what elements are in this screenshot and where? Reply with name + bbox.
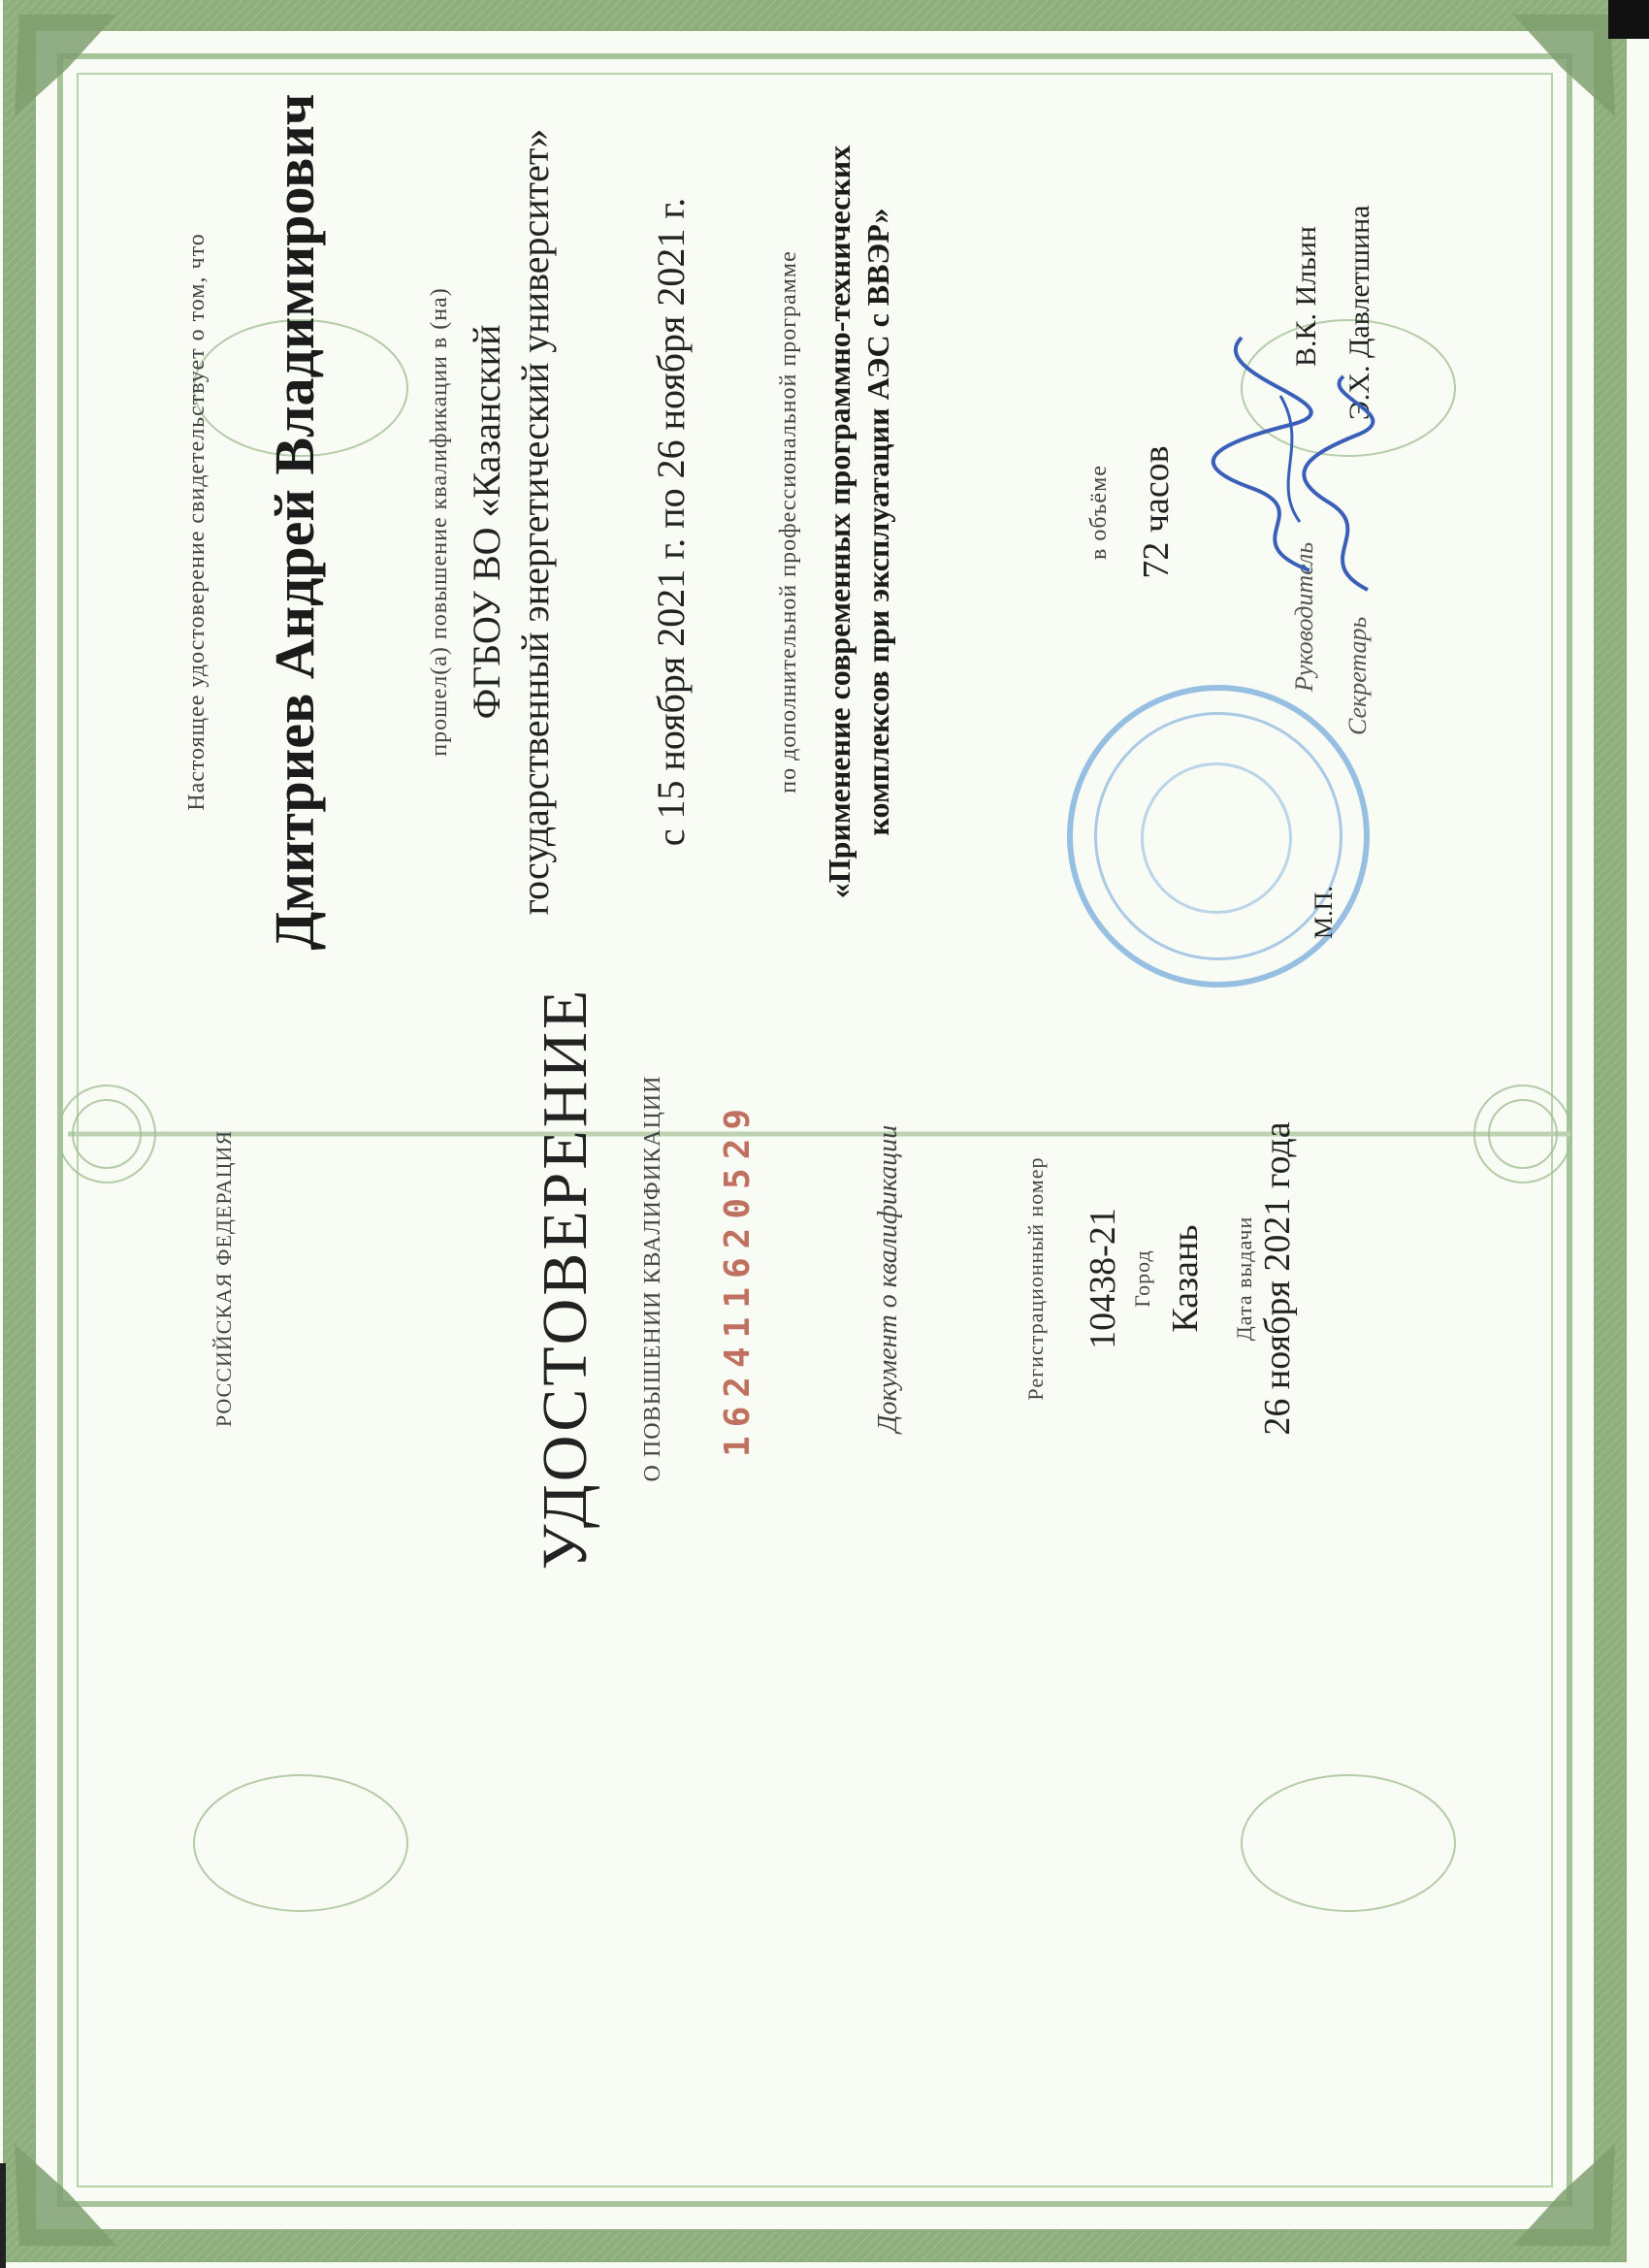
program-line-1: «Применение современных программно-технических [822, 145, 857, 899]
seal-label: М.П. [1310, 886, 1338, 939]
intro-text: Настоящее удостоверение свидетельствует о том, что [184, 233, 210, 811]
issue-date: 26 ноября 2021 года [1257, 1121, 1298, 1436]
certificate-title: УДОСТОВЕРЕНИЕ [530, 987, 600, 1571]
head-label: Руководитель [1290, 541, 1318, 692]
volume-hours: 72 часов [1136, 445, 1177, 579]
reg-number-label: Регистрационный номер [1023, 1156, 1048, 1401]
serial-number: 162411620529 [718, 1099, 758, 1458]
program-label: по дополнительной профессиональной программе [776, 250, 801, 794]
secretary-name: Э.Х. Давлетшина [1343, 205, 1375, 420]
reg-number: 10438-21 [1083, 1208, 1123, 1349]
certificate-subtitle: О ПОВЫШЕНИИ КВАЛИФИКАЦИИ [640, 1075, 665, 1482]
training-period: с 15 ноября 2021 г. по 26 ноября 2021 г. [649, 197, 693, 847]
issue-date-label: Дата выдачи [1232, 1215, 1256, 1342]
city-label: Город [1130, 1249, 1154, 1308]
secretary-signature [1290, 367, 1397, 599]
institution-line-1: ФГБОУ ВО «Казанский [465, 324, 508, 720]
institution-line-2: государственный энергетический университет» [513, 128, 557, 916]
passed-label: прошел(а) повышение квалификации в (на) [427, 287, 452, 757]
secretary-label: Секретарь [1343, 616, 1372, 735]
head-name: В.К. Ильин [1290, 226, 1322, 367]
city: Казань [1165, 1224, 1206, 1333]
volume-label: в объёме [1086, 465, 1112, 560]
country-label: РОССИЙСКАЯ ФЕДЕРАЦИЯ [211, 1129, 236, 1428]
full-name: Дмитриев Андрей Владимирович [263, 93, 326, 951]
document-type: Документ о квалификации [873, 1124, 903, 1433]
program-line-2: комплексов при эксплуатации АЭС с ВВЭР» [860, 208, 895, 836]
official-seal [1067, 685, 1370, 988]
